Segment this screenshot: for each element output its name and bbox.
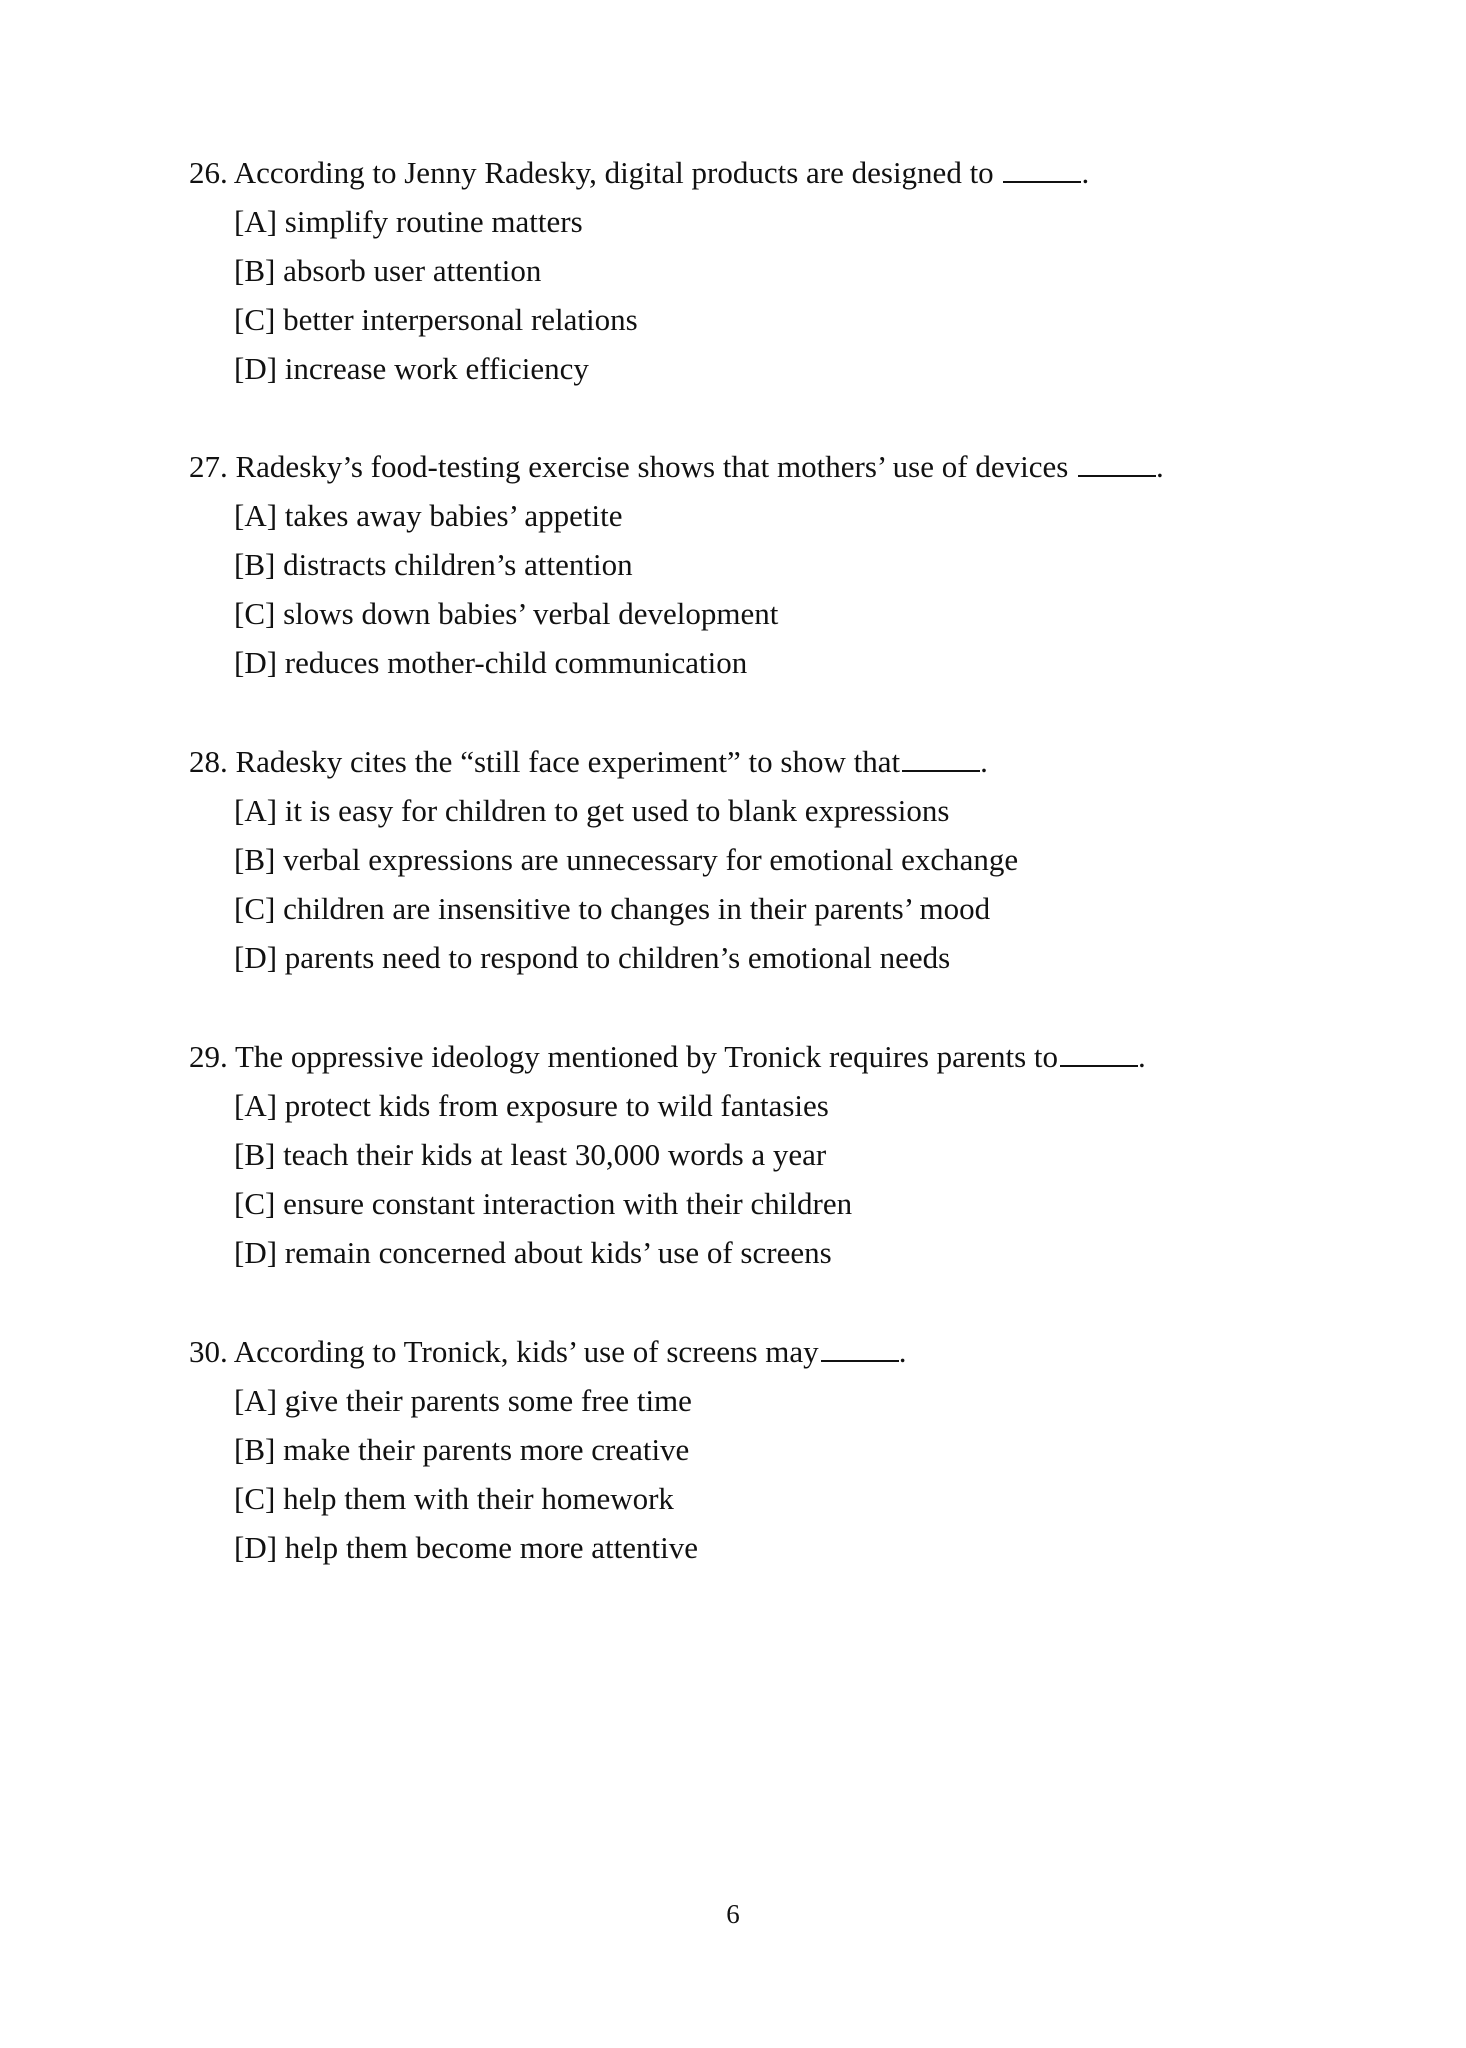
option-d: [D] parents need to respond to children’s emotional needs xyxy=(234,940,951,975)
answer-blank xyxy=(1060,1039,1138,1067)
option-b: [B] teach their kids at least 30,000 words a year xyxy=(234,1137,827,1172)
option-c: [C] help them with their homework xyxy=(234,1481,674,1516)
option-a: [A] takes away babies’ appetite xyxy=(234,498,623,533)
option-a: [A] protect kids from exposure to wild fantasies xyxy=(234,1088,829,1123)
option-c: [C] ensure constant interaction with their children xyxy=(234,1186,853,1221)
stem-period: . xyxy=(1156,449,1164,484)
option-d: [D] increase work efficiency xyxy=(234,351,589,386)
option-d: [D] help them become more attentive xyxy=(234,1530,698,1565)
question-stem xyxy=(189,1032,1309,1081)
question-stem-text: 26. According to Jenny Radesky, digital products are designed to xyxy=(189,155,994,190)
question-stem xyxy=(189,1327,1309,1376)
option-a: [A] it is easy for children to get used to blank expressions xyxy=(234,793,950,828)
option-list xyxy=(189,1376,1309,1572)
question-stem xyxy=(189,737,1309,786)
answer-blank xyxy=(1078,449,1156,477)
option-b: [B] make their parents more creative xyxy=(234,1432,690,1467)
option-b: [B] absorb user attention xyxy=(234,253,542,288)
option-b: [B] distracts children’s attention xyxy=(234,547,633,582)
option-b: [B] verbal expressions are unnecessary for emotional exchange xyxy=(234,842,1019,877)
option-c: [C] slows down babies’ verbal development xyxy=(234,596,779,631)
option-list xyxy=(189,1081,1309,1277)
option-list xyxy=(189,786,1309,982)
option-c: [C] better interpersonal relations xyxy=(234,302,638,337)
question-stem-text: 27. Radesky’s food-testing exercise shows that mothers’ use of devices xyxy=(189,449,1069,484)
answer-blank xyxy=(902,744,980,772)
question-30 xyxy=(189,1327,1309,1572)
answer-blank xyxy=(821,1334,899,1362)
question-stem xyxy=(189,442,1309,491)
question-stem-text: 29. The oppressive ideology mentioned by Tronick requires parents to xyxy=(189,1039,1059,1074)
option-d: [D] reduces mother-child communication xyxy=(234,645,748,680)
answer-blank xyxy=(1003,155,1081,183)
stem-period: . xyxy=(980,744,988,779)
option-a: [A] simplify routine matters xyxy=(234,204,583,239)
option-a: [A] give their parents some free time xyxy=(234,1383,692,1418)
option-list xyxy=(189,491,1309,687)
question-28 xyxy=(189,737,1309,982)
stem-period: . xyxy=(1081,155,1090,190)
option-d: [D] remain concerned about kids’ use of screens xyxy=(234,1235,832,1270)
option-c: [C] children are insensitive to changes in their parents’ mood xyxy=(234,891,991,926)
question-29 xyxy=(189,1032,1309,1277)
question-27 xyxy=(189,442,1309,687)
stem-period: . xyxy=(898,1334,907,1369)
question-stem-text: 28. Radesky cites the “still face experiment” to show that xyxy=(189,744,901,779)
page-number: 6 xyxy=(726,1899,740,1929)
stem-period: . xyxy=(1138,1039,1146,1074)
question-stem-text: 30. According to Tronick, kids’ use of screens may xyxy=(189,1334,819,1369)
question-stem xyxy=(189,148,1309,197)
option-list xyxy=(189,197,1309,393)
question-26 xyxy=(189,148,1309,393)
